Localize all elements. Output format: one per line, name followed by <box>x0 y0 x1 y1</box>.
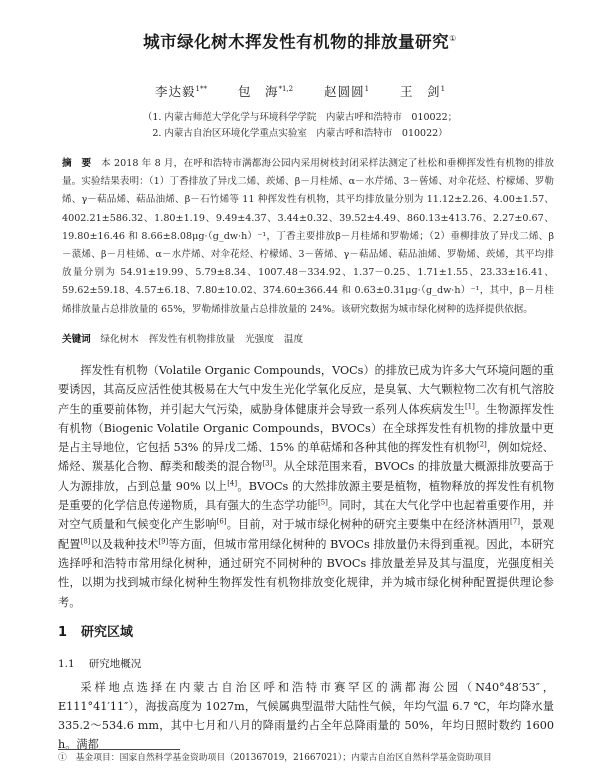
citation: [6] <box>216 517 227 526</box>
author-list <box>0 80 600 101</box>
footnote-rule <box>58 749 180 750</box>
abstract-text: 本 2018 年 8 月，在呼和浩特市满都海公园内采用树枝封闭采样法测定了杜松和垂柳挥发性有机物的排放量。实验结果表明：（1）丁香排放了异戊二烯、莰烯、β－月桂烯、α－水芹烯、3－蒈烯、对伞花烃、柠檬烯、罗勒烯、γ－萜品烯、萜品油烯、β－石竹烯等 11 种挥发性有机物，其平均排放量分别为 11.12±2.26、4.00±1.57、4002.21±586.32、1.80±1.19、9.49±4.37、3.44±0.32、39.52±4.49、860.13±413.76、2.27±0.67、19.80±16.46 和 8.66±8.08μg·（g_dw·h）⁻¹，丁香主要排放β－月桂烯和罗勒烯；（2）垂柳排放了异戊二烯、β－蒎烯、β－月桂烯、α－水芹烯、对伞花烃、柠檬烯、3－蒈烯、γ－萜品烯、萜品油烯、罗勒烯、莰烯，其平均排放量分别为 54.91±19.99、5.79±8.34、1007.48－334.92、1.37－0.25、1.71±1.55、23.33±16.41、59.62±59.18、4.57±6.18、7.80±10.02、374.60±366.44 和 0.63±0.31μg·（g_dw·h）⁻¹，其中，β－月桂烯排放量占总排放量的 65%，罗勒烯排放量占总排放量的 24%。该研究数据为城市绿化树种的选择提供依据。 <box>62 158 555 315</box>
footnote: ① 基金项目：国家自然科学基金资助项目（201367019，21667021）；内蒙古自治区自然科学基金资助项目 <box>58 753 492 763</box>
title-footnote-mark: ① <box>449 34 457 43</box>
subsection-heading: 1.1 研究地概况 <box>58 658 142 670</box>
abstract <box>62 155 554 319</box>
author: 包 海$^{*1,2}$ <box>237 84 294 100</box>
author: 赵圆圆$^1$ <box>324 84 370 100</box>
keyword: 光强度 <box>245 334 274 345</box>
keyword: 温度 <box>283 334 304 345</box>
section-heading: 1 研究区域 <box>58 625 134 640</box>
author: 李达毅$^{1**}$ <box>154 84 207 100</box>
site-description <box>58 678 554 754</box>
site-paragraph: 采样地点选择在内蒙古自治区呼和浩特市赛罕区的满都海公园（N40°48′53″，E111°41′11″），海拔高度为 1027m，气候属典型温带大陆性气候，年均气温 6.7 ℃，年均降水量 335.2～534.6 mm，其中七月和八月的降雨量约占全年总降雨量的 50%，年均日照时数约 1600 h。满都 <box>58 681 554 751</box>
keywords <box>62 332 554 348</box>
paper-title <box>0 27 600 55</box>
abstract-label: 摘 要 <box>62 158 92 169</box>
citation: [8] <box>80 536 91 545</box>
author: 王 剑$^1$ <box>400 84 446 100</box>
affiliation: 2. 内蒙古自治区环境化学重点实验室 内蒙古呼和浩特市 010022） <box>152 128 448 139</box>
keyword: 绿化树木 <box>100 334 139 345</box>
citation: [5] <box>317 498 328 507</box>
keyword: 挥发性有机物排放量 <box>148 334 236 345</box>
citation: [4] <box>227 479 238 488</box>
citation: [2] <box>476 440 487 449</box>
citation: [9] <box>158 536 169 545</box>
introduction <box>58 361 554 612</box>
affiliation: （1. 内蒙古师范大学化学与环境科学学院 内蒙古呼和浩特市 010022； <box>142 112 458 123</box>
citation: [1] <box>464 401 475 410</box>
citation: [7] <box>510 517 520 526</box>
keywords-label: 关键词 <box>62 334 91 345</box>
intro-paragraph: 挥发性有机物（Volatile Organic Compounds，VOCs）的排放已成为许多大气环境问题的重要诱因，其高反应活性使其极易在大气中发生光化学氧化反应，是臭氧、大气颗粒物二次有机气溶胶产生的重要前体物，并引起大气污染，威胁身体健康并会导致一系列人体疾病发生[1]。生物源挥发性有机物（Biogenic Volatile Organic Compounds，BVOCs）在全球挥发性有机物的排放量中更是占主导地位，它包括 53% 的异戊二烯、15% 的单萜烯和各种其他的挥发性有机物[2]，例如烷烃、烯烃、羰基化合物、醇类和酸类的混合物[3]。从全球范围来看，BVOCs 的排放量大概源排放要高于人为源排放，占到总量 90% 以上[4]。BVOCs 的大然排放源主要是植物，植物释放的挥发性有机物是重要的化学信息传递物质，具有强大的生态学功能[5]。同时，其在大气化学中也起着重要作用，并对空气质量和气候变化产生影响[6]。目前，对于城市绿化树种的研究主要集中在经济林酒用[7]，景观配置[8]以及栽种技术[9]等方面，但城市常用绿化树种的 BVOCs 排放量仍未得到重视。因此，本研究选择呼和浩特市常用绿化树种，通过研究不同树种的 BVOCs 排放量差异及其与温度，光强度相关性，以期为找到城市绿化树种生物挥发性有机物排放变化规律，并为城市绿化树种配置提供理论参考。 <box>58 364 555 609</box>
title-text: 城市绿化树木挥发性有机物的排放量研究 <box>143 32 450 52</box>
citation: [3] <box>262 459 273 468</box>
